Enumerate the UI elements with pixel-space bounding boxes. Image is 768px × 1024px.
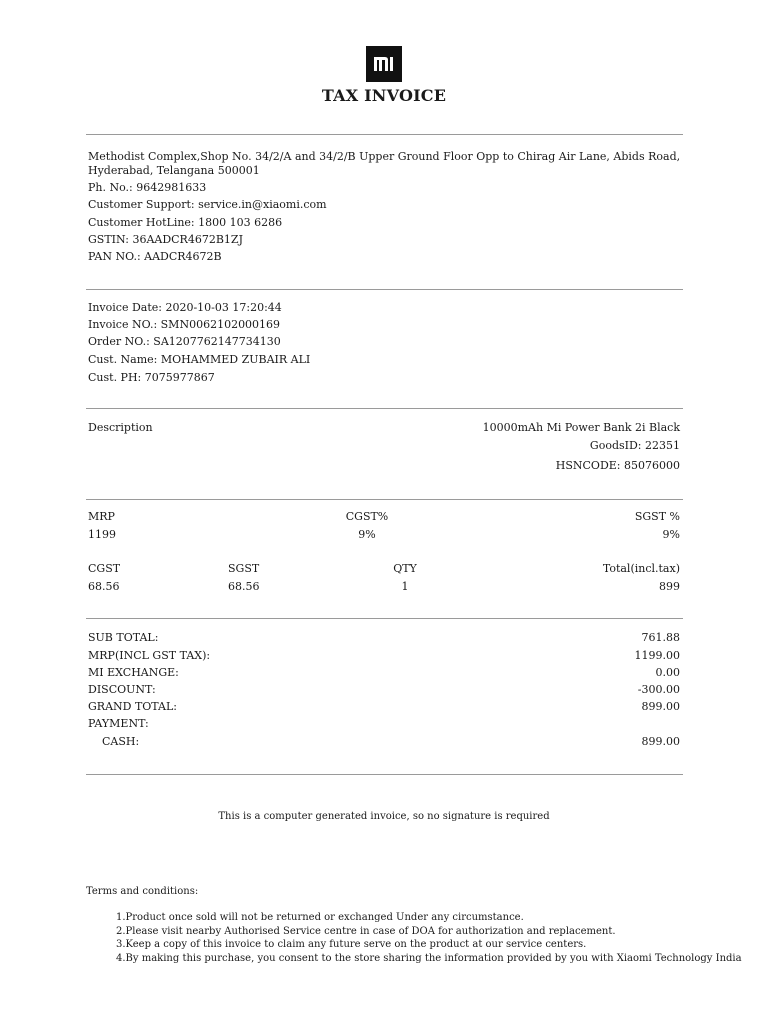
sub-total-value: 761.88 [641,631,680,644]
sgst-percent-label: SGST % [634,510,680,523]
invoice-date: Invoice Date: 2020-10-03 17:20:44 [88,301,282,314]
customer-support: Customer Support: service.in@xiaomi.com [88,198,327,211]
goods-id: GoodsID: 22351 [589,439,680,452]
mi-exchange-value: 0.00 [655,666,680,679]
discount-value: -300.00 [637,683,680,696]
gstin: GSTIN: 36AADCR4672B1ZJ [88,233,243,246]
sgst-label: SGST [228,562,260,575]
customer-hotline: Customer HotLine: 1800 103 6286 [88,216,283,229]
mrp-label: MRP [88,510,115,523]
hsn-code: HSNCODE: 85076000 [555,459,680,472]
customer-name: Cust. Name: MOHAMMED ZUBAIR ALI [88,353,311,366]
total-incl-tax-value: 899 [659,580,680,593]
cash-value: 899.00 [641,735,680,748]
cash-label: CASH: [102,735,140,748]
qty-value: 1 [401,580,409,593]
order-number: Order NO.: SA1207762147734130 [88,335,281,348]
computer-generated-note: This is a computer generated invoice, so no signature is required [218,811,550,822]
terms-item: 2.Please visit nearby Authorised Service centre in case of DOA for authorization and replacement. [116,926,616,937]
mi-exchange-label: MI EXCHANGE: [88,666,179,679]
invoice-title: TAX INVOICE [321,86,447,105]
sgst-value: 68.56 [228,580,260,593]
grand-total-value: 899.00 [641,700,680,713]
payment-label: PAYMENT: [88,717,149,730]
sub-total-label: SUB TOTAL: [88,631,159,644]
mrp-incl-gst-value: 1199.00 [634,649,680,662]
terms-title: Terms and conditions: [86,886,199,897]
sgst-percent-value: 9% [662,528,680,541]
terms-item: 1.Product once sold will not be returned or exchanged Under any circumstance. [116,912,524,923]
store-address-line2: Hyderabad, Telangana 500001 [88,164,260,177]
divider [86,774,683,775]
divider [86,408,683,409]
cgst-percent-label: CGST% [345,510,389,523]
mi-logo [366,46,402,82]
cgst-percent-value: 9% [358,528,376,541]
invoice-number: Invoice NO.: SMN0062102000169 [88,318,281,331]
cgst-label: CGST [88,562,121,575]
pan-number: PAN NO.: AADCR4672B [88,250,222,263]
discount-label: DISCOUNT: [88,683,156,696]
product-name: 10000mAh Mi Power Bank 2i Black [482,421,680,434]
mrp-value: 1199 [88,528,116,541]
divider [86,134,683,135]
divider [86,499,683,500]
terms-item: 3.Keep a copy of this invoice to claim any future serve on the product at our service centers. [116,939,587,950]
description-label: Description [88,421,153,434]
mrp-incl-gst-label: MRP(INCL GST TAX): [88,649,211,662]
total-incl-tax-label: Total(incl.tax) [602,562,680,575]
store-phone: Ph. No.: 9642981633 [88,181,207,194]
terms-item: 4.By making this purchase, you consent to the store sharing the information provided by you with Xiaomi Technology India [116,953,742,964]
cgst-value: 68.56 [88,580,120,593]
divider [86,618,683,619]
store-address-line1: Methodist Complex,Shop No. 34/2/A and 34/2/B Upper Ground Floor Opp to Chirag Air Lane, Abids Road, [88,150,681,163]
grand-total-label: GRAND TOTAL: [88,700,177,713]
divider [86,289,683,290]
qty-label: QTY [393,562,417,575]
customer-phone: Cust. PH: 7075977867 [88,371,215,384]
mi-logo-icon [373,56,395,72]
